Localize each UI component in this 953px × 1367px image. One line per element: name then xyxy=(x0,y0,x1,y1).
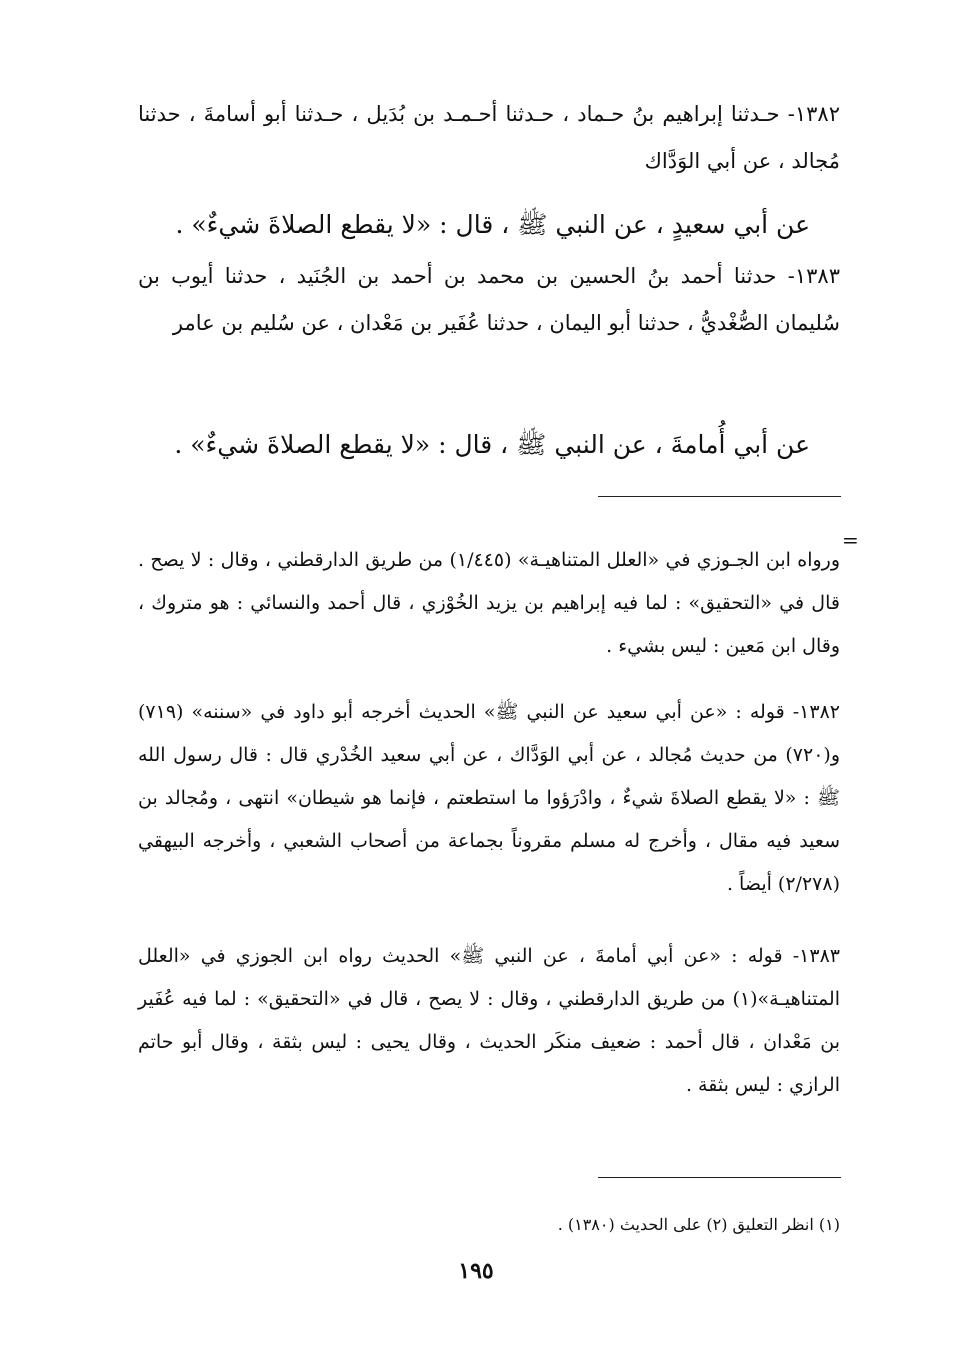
hadith-1383-isnad: ١٣٨٣- حدثنا أحمد بنُ الحسين بن محمد بن أحمد بن الجُنَيد ، حدثنا أيوب بن سُليمان الصُّغْديُّ ، حدثنا أبو اليمان ، حدثنا عُفَير بن مَعْدان ، عن سُليم بن عامر xyxy=(138,264,840,335)
commentary-1383: ١٣٨٣- قوله : «عن أبي أمامةَ ، عن النبي ﷺ» الحديث رواه ابن الجوزي في «العلل المتناهيـة»(١) من طريق الدارقطني ، وقال : لا يصح ، قال في «التحقيق» : لما فيه عُفَير بن مَعْدان ، قال أحمد : ضعيف منكَر الحديث ، وقال يحيى : ليس بثقة ، وقال أبو حاتم الرازي : ليس بثقة . xyxy=(138,945,840,1096)
commentary-1382: ١٣٨٢- قوله : «عن أبي سعيد عن النبي ﷺ» الحديث أخرجه أبو داود في «سننه» (٧١٩) و(٧٢٠) من حديث مُجالد ، عن أبي الوَدَّاك ، عن أبي سعيد الخُدْري قال : قال رسول الله ﷺ : «لا يقطع الصلاةَ شيءٌ ، وادْرَؤوا ما استطعتم ، فإنما هو شيطان» انتهى ، ومُجالد بن سعيد فيه مقال ، وأخرج له مسلم مقروناً بجماعة من أصحاب الشعبي ، وأخرجه البيهقي (٢/٢٧٨) أيضاً . xyxy=(138,701,840,895)
hadith-1382-matn: عن أبي سعيدٍ ، عن النبي ﷺ ، قال : «لا يقطع الصلاةَ شيءٌ» . xyxy=(175,210,810,239)
continuation-mark: = xyxy=(842,528,859,552)
hadith-1383-matn: عن أبي أُمامةَ ، عن النبي ﷺ ، قال : «لا يقطع الصلاةَ شيءٌ» . xyxy=(174,430,810,459)
footnote-divider xyxy=(598,1177,841,1178)
footnote-1: (١) انظر التعليق (٢) على الحديث (١٣٨٠) . xyxy=(557,1215,840,1234)
hadith-1382-isnad: ١٣٨٢- حـدثنا إبراهيم بنُ حـماد ، حـدثنا أحـمـد بن بُدَيل ، حـدثنا أبو أسامةَ ، حدثنا مُجالد ، عن أبي الوَدَّاك xyxy=(138,102,840,173)
commentary-divider xyxy=(598,496,841,497)
commentary-continued: ورواه ابن الجـوزي في «العلل المتناهيـة» (١/٤٤٥) من طريق الدارقطني ، وقال : لا يصح . قال في «التحقيق» : لما فيه إبراهيم بن يزيد الخُوْزي ، قال أحمد والنسائي : هو متروك ، وقال ابن مَعين : ليس بشيء . xyxy=(138,549,840,657)
page-number: ١٩٥ xyxy=(458,1258,494,1284)
